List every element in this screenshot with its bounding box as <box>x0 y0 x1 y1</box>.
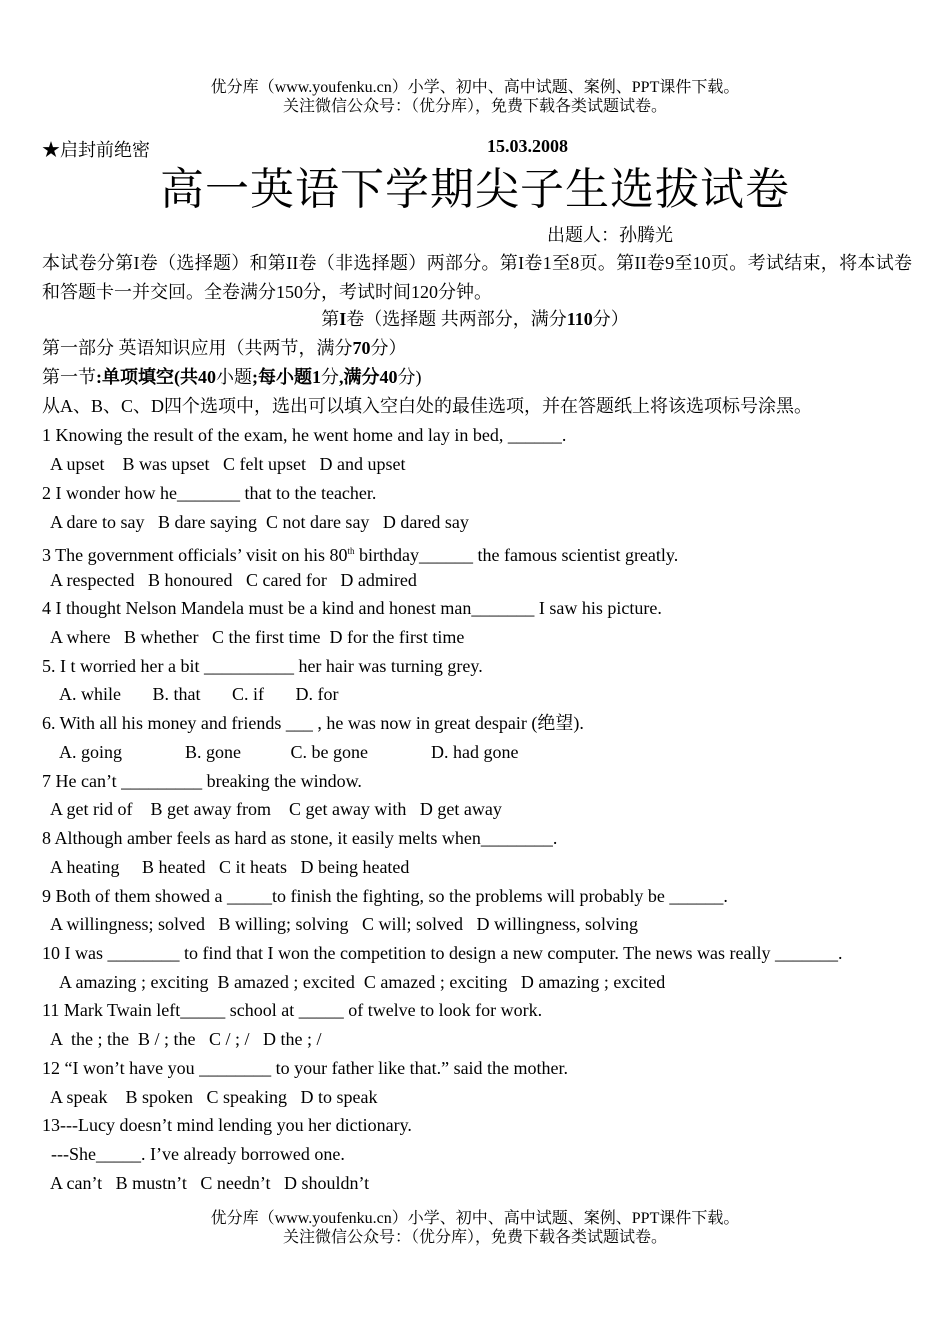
question-6-stem: 6. With all his money and friends ___ , he was now in great despair (绝望). <box>42 713 584 733</box>
instruction: 从A、B、C、D四个选项中，选出可以填入空白处的最佳选项，并在答题纸上将该选项标号涂黑。 <box>42 396 813 416</box>
question-13-line-2: ---She_____. I’ve already borrowed one. <box>42 1144 345 1164</box>
question-1-options: A upset B was upset C felt upset D and upset <box>42 454 406 474</box>
question-3-options: A respected B honoured C cared for D admired <box>42 570 417 590</box>
header-banner <box>0 78 950 116</box>
section1-d: 40 <box>198 367 216 387</box>
part1-post: 分） <box>370 338 407 358</box>
footer-banner <box>0 1209 950 1247</box>
header-line-1: 优分库（www.youfenku.cn）小学、初中、高中试题、案例、PPT课件下载。 <box>210 79 740 96</box>
question-7-stem: 7 He can’t _________ breaking the window. <box>42 771 362 791</box>
question-5-stem: 5. I t worried her a bit __________ her hair was turning grey. <box>42 656 483 676</box>
question-13-stem: 13---Lucy doesn’t mind lending you her dictionary. <box>42 1115 412 1135</box>
author-line: 出题人：孙腾光 <box>547 225 673 245</box>
question-6-options: A. going B. gone C. be gone D. had gone <box>42 742 519 762</box>
question-4-stem: 4 I thought Nelson Mandela must be a kind and honest man_______ I saw his picture. <box>42 598 662 618</box>
question-12-options: A speak B spoken C speaking D to speak <box>42 1087 378 1107</box>
question-9-stem: 9 Both of them showed a _____to finish the fighting, so the problems will probably be ______. <box>42 886 728 906</box>
question-3-sup: th <box>347 546 355 556</box>
question-11-stem: 11 Mark Twain left_____ school at _____ of twelve to look for work. <box>42 1000 543 1020</box>
question-10-stem: 10 I was ________ to find that I won the competition to design a new computer. The news was really _______. <box>42 943 843 963</box>
section-roman: I <box>339 309 347 329</box>
section1-heading <box>42 365 422 389</box>
section-part: 第 <box>321 309 340 329</box>
section1-g: 1 <box>312 367 321 387</box>
question-3-stem <box>42 539 678 567</box>
section1-e: 小题 <box>216 367 252 387</box>
header-line-2: 关注微信公众号：（优分库），免费下载各类试题试卷。 <box>282 98 667 115</box>
section1-b: :单项填空 <box>96 367 174 387</box>
question-11-options: A the ; the B / ; the C / ; / D the ; / <box>42 1029 322 1049</box>
question-5-options: A. while B. that C. if D. for <box>42 684 339 704</box>
footer-line-2: 关注微信公众号：（优分库），免费下载各类试题试卷。 <box>282 1229 667 1246</box>
question-9-options: A willingness; solved B willing; solving C will; solved D willingness, solving <box>42 914 639 934</box>
question-8-options: A heating B heated C it heats D being heated <box>42 857 410 877</box>
section-title <box>0 307 950 331</box>
question-13-options: A can’t B mustn’t C needn’t D shouldn’t <box>42 1173 370 1193</box>
section1-h: 分 <box>321 367 339 387</box>
question-3-stem-a: 3 The government officials’ visit on his 80 <box>42 545 348 565</box>
section-unit: 分） <box>592 309 629 329</box>
part1-score: 70 <box>352 338 371 358</box>
confidential-label: ★启封前绝密 <box>42 140 150 160</box>
page-title: 高一英语下学期尖子生选拔试卷 <box>160 165 790 214</box>
section1-i: ,满分 <box>339 367 380 387</box>
section1-k: 分) <box>397 367 422 387</box>
part1-heading <box>42 336 407 360</box>
intro-paragraph: 本试卷分第I卷（选择题）和第II卷（非选择题）两部分。第I卷1至8页。第II卷9至10页。考试结束，将本试卷和答题卡一并交回。全卷满分150分，考试时间120分钟。 <box>42 253 912 302</box>
section1-c: (共 <box>174 367 198 387</box>
question-3-stem-b: birthday______ the famous scientist greatly. <box>354 545 679 565</box>
exam-date: 15.03.2008 <box>487 136 568 156</box>
question-12-stem: 12 “I won’t have you ________ to your father like that.” said the mother. <box>42 1058 569 1078</box>
question-4-options: A where B whether C the first time D for the first time <box>42 627 465 647</box>
footer-line-1: 优分库（www.youfenku.cn）小学、初中、高中试题、案例、PPT课件下载。 <box>210 1210 740 1227</box>
section-label: 卷（选择题 共两部分，满分 <box>346 309 567 329</box>
section1-a: 第一节 <box>42 367 96 387</box>
question-1-stem: 1 Knowing the result of the exam, he went home and lay in bed, ______. <box>42 425 567 445</box>
section-score: 110 <box>566 309 593 329</box>
section1-f: ;每小题 <box>252 367 312 387</box>
question-2-stem: 2 I wonder how he_______ that to the teacher. <box>42 483 377 503</box>
question-2-options: A dare to say B dare saying C not dare say D dared say <box>42 512 469 532</box>
section1-j: 40 <box>379 367 398 387</box>
part1-pre: 第一部分 英语知识应用（共两节，满分 <box>42 338 353 358</box>
question-10-options: A amazing ; exciting B amazed ; excited C amazed ; exciting D amazing ; excited <box>42 972 666 992</box>
question-8-stem: 8 Although amber feels as hard as stone, it easily melts when________. <box>42 828 558 848</box>
question-7-options: A get rid of B get away from C get away with D get away <box>42 799 502 819</box>
